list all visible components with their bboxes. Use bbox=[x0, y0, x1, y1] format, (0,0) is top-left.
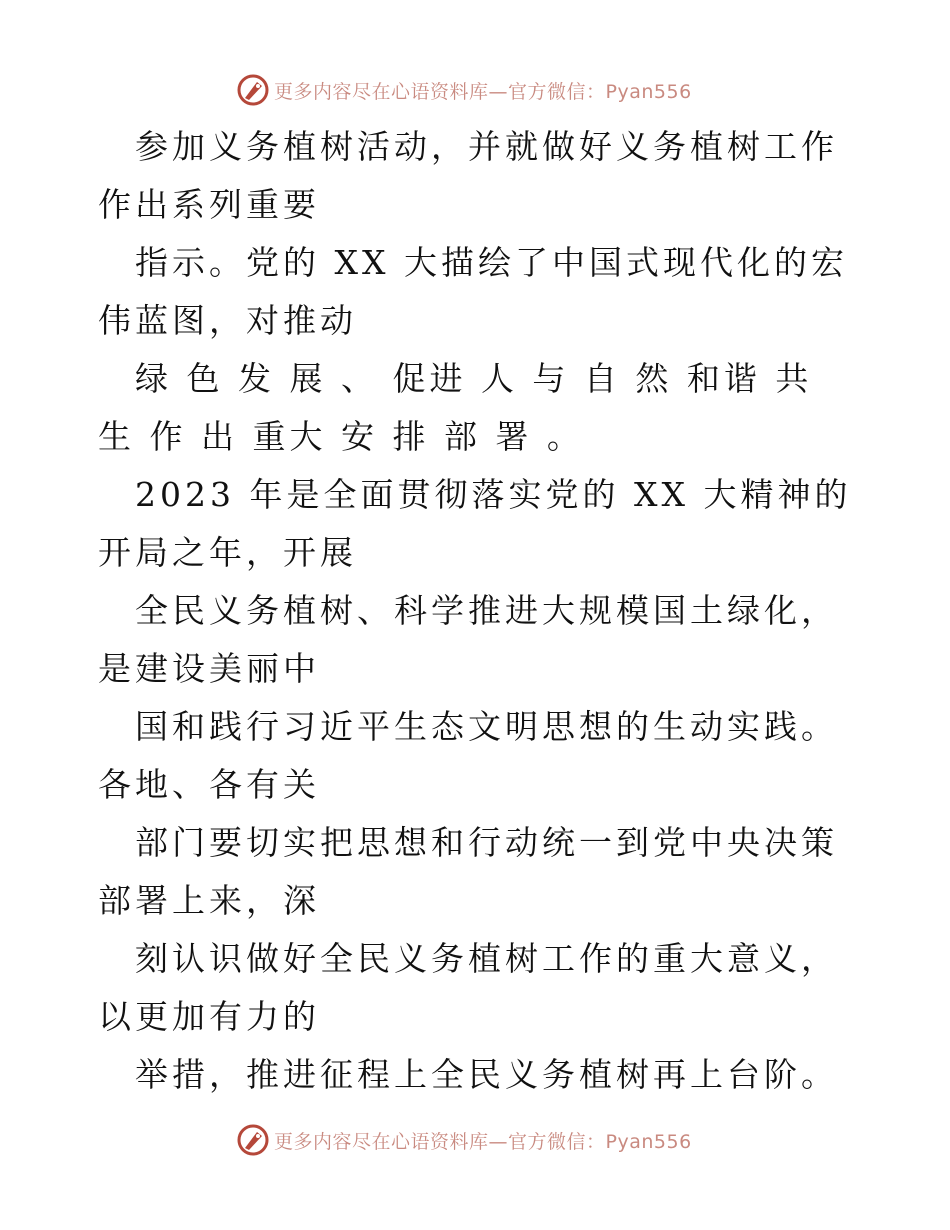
paragraph: 2023 年是全面贯彻落实党的 XX 大精神的开局之年，开展 bbox=[98, 475, 852, 572]
paragraph: 刻认识做好全民义务植树工作的重大意义，以更加有力的 bbox=[98, 939, 838, 1036]
paragraph: 举措，推进征程上全民义务植树再上台阶。 bbox=[98, 1055, 838, 1094]
paragraph: 绿 色 发 展 、 促进 人 与 自 然 和谐 共 生 作 出 重大 安 排 部 署 。 bbox=[98, 359, 827, 456]
pen-nib-logo-icon bbox=[236, 73, 270, 107]
paragraph: 部门要切实把思想和行动统一到党中央决策部署上来，深 bbox=[98, 823, 838, 920]
document-body bbox=[98, 118, 858, 1104]
header-watermark bbox=[236, 72, 692, 108]
paragraph: 参加义务植树活动，并就做好义务植树工作作出系列重要 bbox=[98, 127, 838, 224]
footer-watermark bbox=[236, 1122, 692, 1158]
paragraph: 国和践行习近平生态文明思想的生动实践。各地、各有关 bbox=[98, 707, 838, 804]
paragraph: 全民义务植树、科学推进大规模国土绿化，是建设美丽中 bbox=[98, 591, 838, 688]
pen-nib-logo-icon bbox=[236, 1123, 270, 1157]
watermark-text: 更多内容尽在心语资料库—官方微信：Pyan556 bbox=[274, 1130, 692, 1153]
paragraph: 指示。党的 XX 大描绘了中国式现代化的宏伟蓝图，对推动 bbox=[98, 243, 848, 340]
watermark-text: 更多内容尽在心语资料库—官方微信：Pyan556 bbox=[274, 80, 692, 103]
